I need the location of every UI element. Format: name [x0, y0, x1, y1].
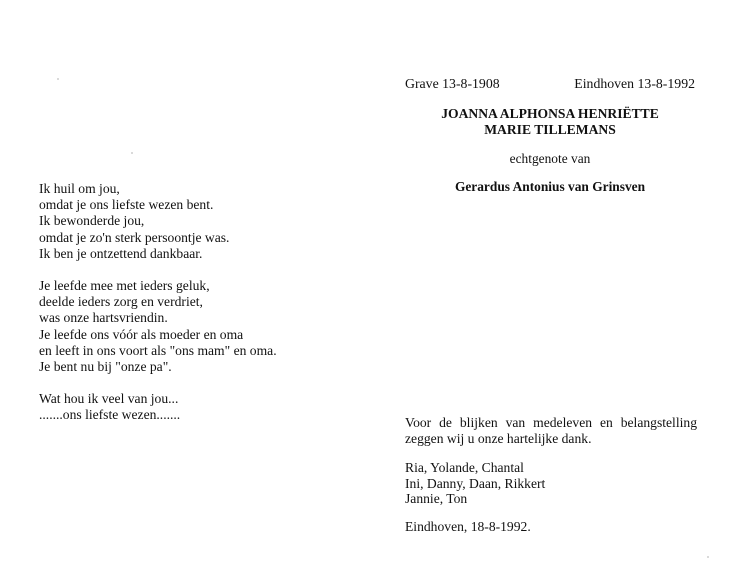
family-line: Jannie, Ton: [405, 491, 468, 507]
poem-stanza: [39, 181, 339, 262]
place-date: Eindhoven, 18-8-1992.: [405, 519, 531, 534]
poem-line: Je leefde ons vóór als moeder en oma: [39, 326, 244, 342]
family-line: Ria, Yolande, Chantal: [405, 460, 524, 475]
poem-line: Wat hou ik veel van jou...: [39, 391, 179, 407]
poem-line: Je leefde mee met ieders geluk,: [39, 278, 210, 294]
poem-line: Ik huil om jou,: [39, 181, 120, 196]
deceased-name: [405, 106, 695, 137]
paper-speck: [707, 556, 709, 558]
poem-line: deelde ieders zorg en verdriet,: [39, 294, 203, 310]
poem-line: omdat je zo'n sterk persoontje was.: [39, 229, 230, 245]
poem-line: was onze hartsvriendin.: [39, 310, 168, 326]
deceased-name-line: JOANNA ALPHONSA HENRIËTTE: [441, 106, 659, 121]
poem-stanza: [39, 391, 339, 423]
family-line: Ini, Danny, Daan, Rikkert: [405, 475, 546, 491]
paper-speck: [57, 78, 59, 80]
thanks-text: Voor de blijken van medeleven en belangstelling zeggen wij u onze hartelijke dank.: [405, 415, 697, 447]
poem: [39, 181, 339, 440]
poem-line: en leeft in ons voort als "ons mam" en oma.: [39, 342, 277, 358]
poem-line: Ik bewonderde jou,: [39, 213, 145, 229]
death-date: Eindhoven 13-8-1992: [574, 76, 695, 91]
announcement-header: [405, 75, 695, 195]
poem-line: Ik ben je ontzettend dankbaar.: [39, 245, 203, 261]
deceased-name-line: MARIE TILLEMANS: [484, 121, 616, 137]
poem-line: Je bent nu bij "onze pa".: [39, 359, 172, 375]
spouse-name: Gerardus Antonius van Grinsven: [454, 179, 646, 194]
poem-line: .......ons liefste wezen.......: [39, 407, 181, 423]
family-names: [405, 460, 545, 507]
birth-date: Grave 13-8-1908: [405, 76, 500, 91]
poem-line: omdat je ons liefste wezen bent.: [39, 197, 214, 213]
spouse-label: echtgenote van: [509, 151, 591, 166]
poem-stanza: [39, 278, 339, 375]
paper-speck: [131, 152, 133, 154]
life-dates: [405, 75, 695, 92]
